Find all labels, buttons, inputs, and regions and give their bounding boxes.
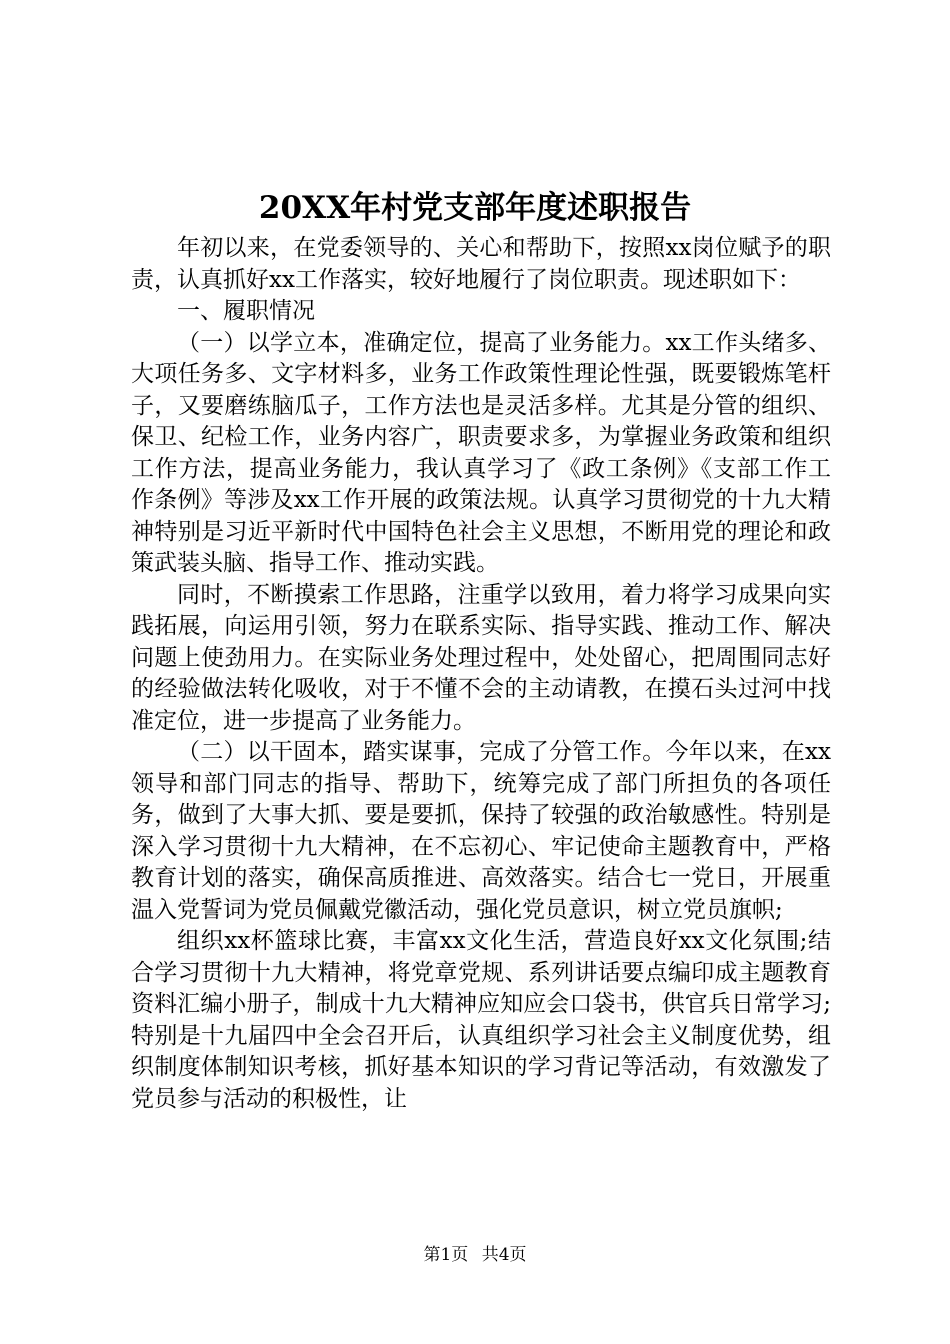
paragraph-part-one: （一）以学立本，准确定位，提高了业务能力。xx工作头绪多、大项任务多、文字材料多，业务工作政策性理论性强，既要锻炼笔杆子，又要磨练脑瓜子，工作方法也是灵活多样。尤其是分管的组织、保卫、纪检工作，业务内容广，职责要求多，为掌握业务政策和组织工作方法，提高业务能力，我认真学习了《政工条例》《支部工作工作条例》等涉及xx工作开展的政策法规。认真学习贯彻党的十九大精神特别是习近平新时代中国特色社会主义思想，不断用党的理论和政策武装头脑、指导工作、推动实践。: [131, 329, 831, 576]
paragraph-part-two: （二）以干固本，踏实谋事，完成了分管工作。今年以来，在xx领导和部门同志的指导、帮助下，统筹完成了部门所担负的各项任务，做到了大事大抓、要是要抓，保持了较强的政治敏感性。特别是深入学习贯彻十九大精神，在不忘初心、牢记使命主题教育中，严格教育计划的落实，确保高质推进、高效落实。结合七一党日，开展重温入党誓词为党员佩戴党徽活动，强化党员意识，树立党员旗帜;: [131, 739, 831, 923]
page-total: 共4页: [481, 1245, 527, 1265]
document-title: 20XX年村党支部年度述职报告: [258, 190, 692, 226]
page-number: 第1页: [423, 1245, 469, 1265]
section-heading: 一、履职情况: [177, 298, 315, 324]
document-body: [131, 233, 831, 1115]
page-footer: [0, 1243, 950, 1267]
paragraph-meanwhile: 同时，不断摸索工作思路，注重学以致用，着力将学习成果向实践拓展，向运用引领，努力在联系实际、指导实践、推动工作、解决问题上使劲用力。在实际业务处理过程中，处处留心，把周围同志好的经验做法转化吸收，对于不懂不会的主动请教，在摸石头过河中找准定位，进一步提高了业务能力。: [131, 581, 831, 734]
paragraph-intro: 年初以来，在党委领导的、关心和帮助下，按照xx岗位赋予的职责，认真抓好xx工作落实，较好地履行了岗位职责。现述职如下：: [131, 235, 831, 293]
paragraph-activities: 组织xx杯篮球比赛，丰富xx文化生活，营造良好xx文化氛围;结合学习贯彻十九大精神，将党章党规、系列讲话要点编印成主题教育资料汇编小册子，制成十九大精神应知应会口袋书，供官兵日常学习;特别是十九届四中全会召开后，认真组织学习社会主义制度优势，组织制度体制知识考核，抓好基本知识的学习背记等活动，有效激发了党员参与活动的积极性，让: [131, 928, 831, 1112]
